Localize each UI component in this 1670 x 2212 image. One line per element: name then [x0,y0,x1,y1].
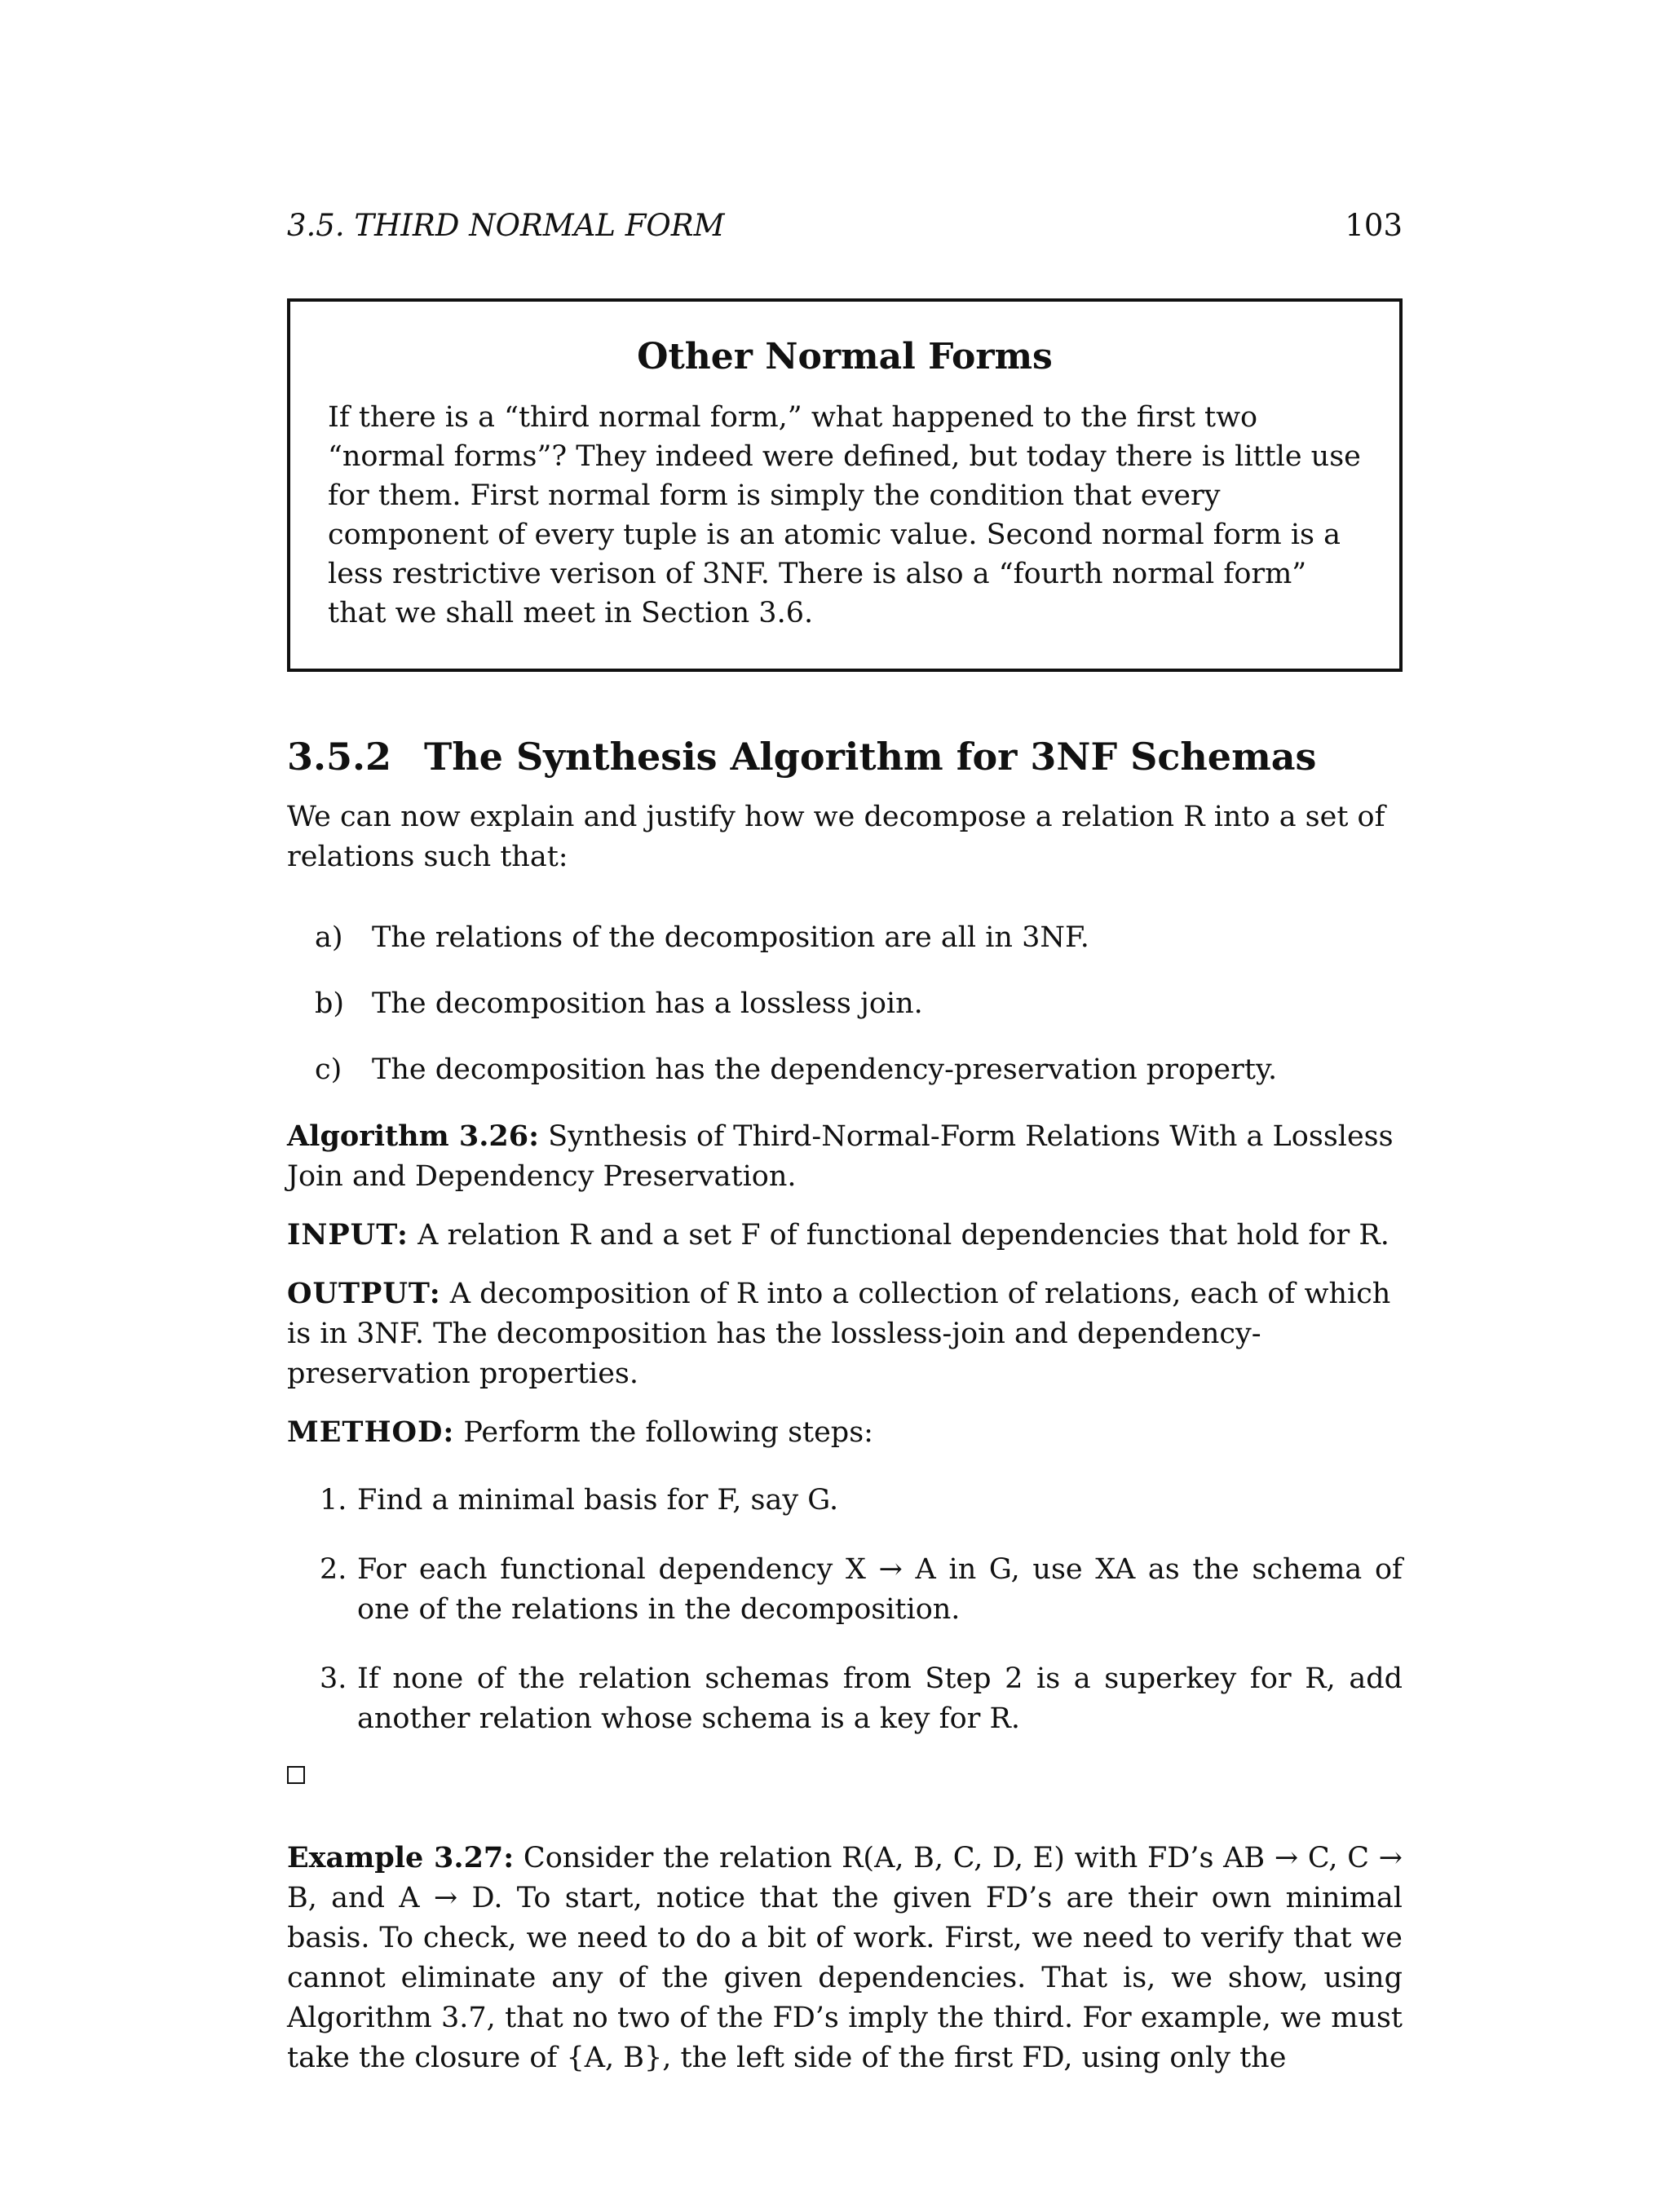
input-text: A relation R and a set F of functional dependencies that hold for R. [408,1219,1389,1252]
sidebar-box-title: Other Normal Forms [637,336,1053,377]
list-item-text: The relations of the decomposition are all in 3NF. [372,921,1089,954]
list-item-marker: b) [315,987,345,1020]
list-item [315,918,1403,958]
method-text: Perform the following steps: [454,1416,873,1449]
method-steps [320,1481,1403,1739]
section-heading [287,732,1403,781]
algorithm-output [287,1274,1403,1394]
end-of-proof-icon [287,1766,305,1784]
example-text [287,1838,1403,2078]
list-item [320,1659,1403,1739]
running-head [287,205,1403,246]
running-head-title: 3.5. THIRD NORMAL FORM [287,208,725,243]
list-item-marker: a) [315,921,343,954]
algorithm-heading [287,1116,1403,1197]
input-label: INPUT: [287,1218,409,1252]
output-text: A decomposition of R into a collection of relations, each of which is in 3NF. The decomposition has the lossless-join and dependency-preservation properties. [287,1278,1391,1390]
sidebar-box-body: If there is a “third normal form,” what happened to the first two “normal forms”? They indeed were defined, but today there is little use for them. First normal form is simply the condition that every component of every tuple is an atomic value. Second normal form is a less restrictive verison of 3NF. There is also a “fourth normal form” that we shall meet in Section 3.6. [328,401,1361,629]
example-label: Example 3.27: [287,1841,515,1874]
algorithm-label: Algorithm 3.26: [287,1119,540,1153]
list-item [320,1550,1403,1630]
method-label: METHOD: [287,1415,455,1449]
section-number: 3.5.2 [287,735,392,779]
section-title: The Synthesis Algorithm for 3NF Schemas [424,735,1317,779]
example-paragraph [287,1838,1403,2078]
section-body [287,797,1403,1768]
example-body: Consider the relation R(A, B, C, D, E) with FD’s AB → C, C → B, and A → D. To start, notice that the given FD’s are their own minimal basis. To check, we need to do a bit of work. First, we need to verify that we cannot eliminate any of the given dependencies. That is, we show, using Algorithm 3.7, that no two of the FD’s imply the third. For example, we must take the closure of {A, B}, the left side of the first FD, using only the [287,1842,1403,2074]
step-marker: 1. [320,1484,347,1517]
output-label: OUTPUT: [287,1277,441,1310]
algorithm-method [287,1412,1403,1453]
list-item [315,984,1403,1024]
algorithm-input [287,1215,1403,1256]
list-item [320,1481,1403,1521]
section-intro: We can now explain and justify how we decompose a relation R into a set of relations such that: [287,801,1385,873]
list-item-text: The decomposition has a lossless join. [372,987,923,1020]
algorithm-title: Synthesis of Third-Normal-Form Relations With a Lossless Join and Dependency Preservation. [287,1120,1394,1193]
step-text: For each functional dependency X → A in G, use XA as the schema of one of the relations in the decomposition. [357,1553,1403,1626]
step-text: If none of the relation schemas from Step 2 is a superkey for R, add another relation whose schema is a key for R. [357,1662,1403,1735]
step-marker: 3. [320,1662,347,1695]
step-text: Find a minimal basis for F, say G. [357,1484,839,1517]
step-marker: 2. [320,1553,347,1586]
sidebar-box [287,298,1403,672]
book-page [287,0,1403,2212]
list-item [315,1050,1403,1090]
list-item-marker: c) [315,1053,342,1086]
list-item-text: The decomposition has the dependency-preservation property. [372,1053,1278,1086]
requirement-list [315,918,1403,1090]
page-number: 103 [1345,208,1403,243]
